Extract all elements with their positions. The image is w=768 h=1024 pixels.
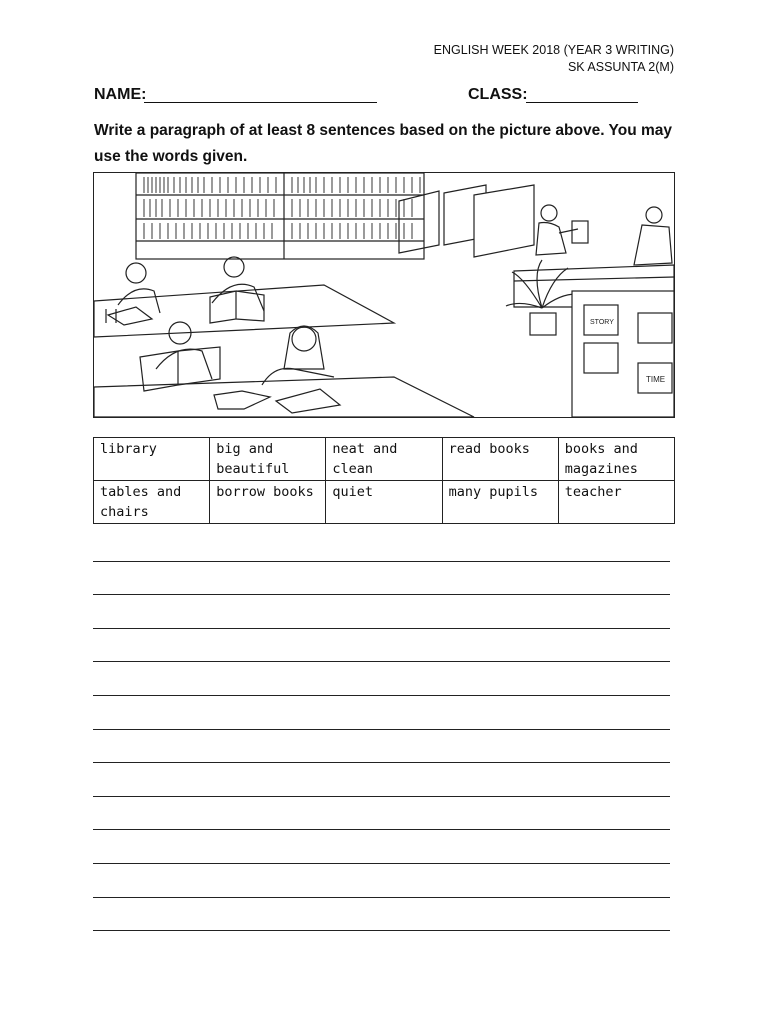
instructions: Write a paragraph of at least 8 sentences based on the picture above. You may use the words given. (94, 122, 672, 165)
word-bank-cell: books and magazines (558, 438, 674, 481)
writing-line[interactable] (93, 662, 670, 696)
picture-sign-story: STORY (590, 319, 614, 326)
header-school: SK ASSUNTA 2(M) (567, 60, 674, 74)
writing-line[interactable] (93, 629, 670, 663)
writing-line[interactable] (93, 830, 670, 864)
writing-line[interactable] (93, 696, 670, 730)
writing-line[interactable] (93, 797, 670, 831)
writing-line[interactable] (93, 730, 670, 764)
word-bank-cell: big and beautiful (210, 438, 326, 481)
word-bank-cell: borrow books (210, 481, 326, 524)
word-bank-cell: many pupils (442, 481, 558, 524)
word-bank-cell: tables and chairs (94, 481, 210, 524)
word-bank-row (94, 481, 675, 524)
word-bank-cell: library (94, 438, 210, 481)
picture-sign-time: TIME (646, 375, 666, 384)
class-field[interactable] (526, 102, 638, 103)
word-bank-cell: neat and clean (326, 438, 442, 481)
name-field[interactable] (144, 102, 377, 103)
bookshelf-illustration (136, 173, 424, 259)
word-bank-table (93, 437, 675, 524)
writing-line[interactable] (93, 898, 670, 932)
word-bank-cell: teacher (558, 481, 674, 524)
writing-line[interactable] (93, 562, 670, 596)
library-picture (93, 172, 675, 418)
header-title: ENGLISH WEEK 2018 (YEAR 3 WRITING) (433, 43, 674, 57)
student-info-row (94, 86, 674, 108)
writing-line[interactable] (93, 864, 670, 898)
name-label: NAME: (94, 86, 147, 103)
writing-line[interactable] (93, 528, 670, 562)
word-bank-cell: read books (442, 438, 558, 481)
class-label: CLASS: (468, 86, 528, 103)
writing-line[interactable] (93, 763, 670, 797)
word-bank-row (94, 438, 675, 481)
writing-line[interactable] (93, 595, 670, 629)
worksheet-header (434, 42, 674, 76)
word-bank-cell: quiet (326, 481, 442, 524)
writing-area[interactable] (93, 528, 670, 931)
